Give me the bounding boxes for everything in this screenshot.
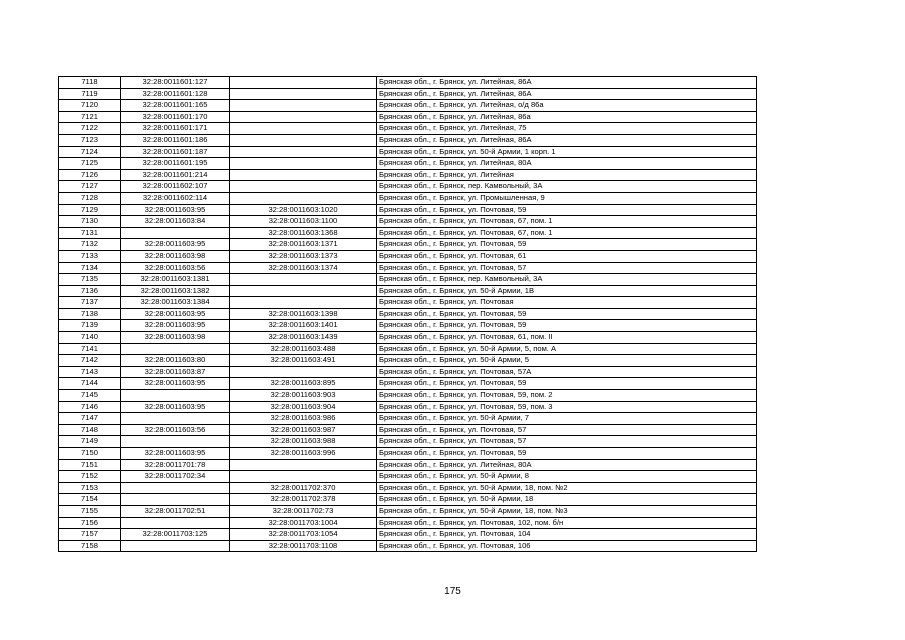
object-cadastral-number-cell: 32:28:0011603:986: [230, 413, 377, 425]
table-row: [59, 88, 757, 100]
row-number-cell: 7147: [59, 413, 121, 425]
table-row: [59, 216, 757, 228]
object-cadastral-number-cell: [230, 366, 377, 378]
address-cell: Брянская обл., г. Брянск, ул. 50-й Армии, 5: [377, 355, 757, 367]
object-cadastral-number-cell: [230, 297, 377, 309]
table-row: [59, 285, 757, 297]
row-number-cell: 7130: [59, 216, 121, 228]
address-cell: Брянская обл., г. Брянск, ул. Почтовая, 61, пом. II: [377, 332, 757, 344]
address-cell: Брянская обл., г. Брянск, ул. Литейная, 80А: [377, 158, 757, 170]
table-row: [59, 494, 757, 506]
address-cell: Брянская обл., г. Брянск, ул. Литейная: [377, 169, 757, 181]
table-row: [59, 169, 757, 181]
object-cadastral-number-cell: 32:28:0011603:987: [230, 424, 377, 436]
object-cadastral-number-cell: [230, 285, 377, 297]
address-cell: Брянская обл., г. Брянск, ул. Почтовая, 57: [377, 262, 757, 274]
table-row: [59, 250, 757, 262]
table-row: [59, 308, 757, 320]
cadastral-number-cell: 32:28:0011703:125: [121, 529, 230, 541]
cadastral-number-cell: 32:28:0011602:107: [121, 181, 230, 193]
address-cell: Брянская обл., г. Брянск, ул. Почтовая, 59: [377, 239, 757, 251]
address-cell: Брянская обл., г. Брянск, ул. Почтовая, 104: [377, 529, 757, 541]
row-number-cell: 7122: [59, 123, 121, 135]
row-number-cell: 7145: [59, 390, 121, 402]
cadastral-number-cell: 32:28:0011603:80: [121, 355, 230, 367]
table-row: [59, 424, 757, 436]
row-number-cell: 7142: [59, 355, 121, 367]
table-row: [59, 413, 757, 425]
table-row: [59, 274, 757, 286]
object-cadastral-number-cell: 32:28:0011603:895: [230, 378, 377, 390]
address-cell: Брянская обл., г. Брянск, ул. Почтовая, 57А: [377, 366, 757, 378]
address-cell: Брянская обл., г. Брянск, ул. Почтовая, 106: [377, 540, 757, 552]
address-cell: Брянская обл., г. Брянск, ул. Литейная, 86а: [377, 111, 757, 123]
address-cell: Брянская обл., г. Брянск, ул. 50-й Армии, 1В: [377, 285, 757, 297]
table-row: [59, 239, 757, 251]
table-row: [59, 482, 757, 494]
table-row: [59, 192, 757, 204]
table-row: [59, 204, 757, 216]
object-cadastral-number-cell: [230, 158, 377, 170]
row-number-cell: 7124: [59, 146, 121, 158]
address-cell: Брянская обл., г. Брянск, ул. Промышленная, 9: [377, 192, 757, 204]
address-cell: Брянская обл., г. Брянск, ул. Почтовая, 57: [377, 436, 757, 448]
object-cadastral-number-cell: [230, 88, 377, 100]
row-number-cell: 7119: [59, 88, 121, 100]
object-cadastral-number-cell: [230, 192, 377, 204]
table-row: [59, 355, 757, 367]
cadastral-number-cell: 32:28:0011603:56: [121, 424, 230, 436]
row-number-cell: 7137: [59, 297, 121, 309]
row-number-cell: 7131: [59, 227, 121, 239]
object-cadastral-number-cell: 32:28:0011603:1374: [230, 262, 377, 274]
cadastral-number-cell: [121, 494, 230, 506]
table-row: [59, 378, 757, 390]
cadastral-number-cell: 32:28:0011601:186: [121, 134, 230, 146]
cadastral-number-cell: 32:28:0011603:1381: [121, 274, 230, 286]
row-number-cell: 7151: [59, 459, 121, 471]
cadastral-number-cell: 32:28:0011702:51: [121, 505, 230, 517]
row-number-cell: 7140: [59, 332, 121, 344]
row-number-cell: 7148: [59, 424, 121, 436]
address-cell: Брянская обл., г. Брянск, ул. 50-й Армии, 7: [377, 413, 757, 425]
address-cell: Брянская обл., г. Брянск, ул. 50-й Армии, 8: [377, 471, 757, 483]
cadastral-number-cell: 32:28:0011603:95: [121, 308, 230, 320]
row-number-cell: 7152: [59, 471, 121, 483]
cadastral-table-body: [59, 77, 757, 552]
table-row: [59, 390, 757, 402]
cadastral-number-cell: 32:28:0011601:214: [121, 169, 230, 181]
table-row: [59, 262, 757, 274]
row-number-cell: 7156: [59, 517, 121, 529]
cadastral-number-cell: 32:28:0011601:165: [121, 100, 230, 112]
address-cell: Брянская обл., г. Брянск, ул. Литейная, 86А: [377, 77, 757, 89]
address-cell: Брянская обл., г. Брянск, ул. Почтовая, 59: [377, 448, 757, 460]
object-cadastral-number-cell: 32:28:0011603:1020: [230, 204, 377, 216]
cadastral-number-cell: 32:28:0011603:84: [121, 216, 230, 228]
address-cell: Брянская обл., г. Брянск, ул. 50-й Армии, 1 корп. 1: [377, 146, 757, 158]
cadastral-number-cell: 32:28:0011603:95: [121, 239, 230, 251]
table-row: [59, 448, 757, 460]
row-number-cell: 7155: [59, 505, 121, 517]
cadastral-number-cell: [121, 540, 230, 552]
cadastral-number-cell: 32:28:0011702:34: [121, 471, 230, 483]
cadastral-number-cell: 32:28:0011603:95: [121, 204, 230, 216]
object-cadastral-number-cell: 32:28:0011603:488: [230, 343, 377, 355]
address-cell: Брянская обл., г. Брянск, ул. Почтовая: [377, 297, 757, 309]
address-cell: Брянская обл., г. Брянск, ул. Литейная, о/д 86а: [377, 100, 757, 112]
table-row: [59, 366, 757, 378]
cadastral-number-cell: [121, 390, 230, 402]
row-number-cell: 7153: [59, 482, 121, 494]
cadastral-number-cell: 32:28:0011603:98: [121, 250, 230, 262]
cadastral-number-cell: 32:28:0011601:187: [121, 146, 230, 158]
object-cadastral-number-cell: 32:28:0011603:1371: [230, 239, 377, 251]
row-number-cell: 7139: [59, 320, 121, 332]
row-number-cell: 7132: [59, 239, 121, 251]
row-number-cell: 7144: [59, 378, 121, 390]
object-cadastral-number-cell: 32:28:0011603:996: [230, 448, 377, 460]
table-row: [59, 332, 757, 344]
table-row: [59, 134, 757, 146]
object-cadastral-number-cell: 32:28:0011703:1054: [230, 529, 377, 541]
object-cadastral-number-cell: [230, 146, 377, 158]
address-cell: Брянская обл., г. Брянск, ул. Литейная, 86А: [377, 88, 757, 100]
table-row: [59, 123, 757, 135]
address-cell: Брянская обл., г. Брянск, ул. 50-й Армии, 5, пом. А: [377, 343, 757, 355]
object-cadastral-number-cell: [230, 100, 377, 112]
address-cell: Брянская обл., г. Брянск, ул. Почтовая, 67, пом. 1: [377, 216, 757, 228]
address-cell: Брянская обл., г. Брянск, ул. Почтовая, 57: [377, 424, 757, 436]
row-number-cell: 7128: [59, 192, 121, 204]
row-number-cell: 7157: [59, 529, 121, 541]
cadastral-number-cell: [121, 482, 230, 494]
row-number-cell: 7138: [59, 308, 121, 320]
object-cadastral-number-cell: 32:28:0011702:370: [230, 482, 377, 494]
object-cadastral-number-cell: 32:28:0011603:1398: [230, 308, 377, 320]
cadastral-number-cell: [121, 343, 230, 355]
cadastral-number-cell: 32:28:0011603:87: [121, 366, 230, 378]
object-cadastral-number-cell: [230, 459, 377, 471]
cadastral-number-cell: 32:28:0011603:1384: [121, 297, 230, 309]
object-cadastral-number-cell: 32:28:0011703:1108: [230, 540, 377, 552]
address-cell: Брянская обл., г. Брянск, ул. Почтовая, 59: [377, 308, 757, 320]
row-number-cell: 7149: [59, 436, 121, 448]
object-cadastral-number-cell: 32:28:0011603:988: [230, 436, 377, 448]
row-number-cell: 7120: [59, 100, 121, 112]
row-number-cell: 7143: [59, 366, 121, 378]
cadastral-number-cell: 32:28:0011603:95: [121, 378, 230, 390]
cadastral-number-cell: 32:28:0011601:170: [121, 111, 230, 123]
address-cell: Брянская обл., г. Брянск, ул. Литейная, 75: [377, 123, 757, 135]
table-row: [59, 540, 757, 552]
row-number-cell: 7126: [59, 169, 121, 181]
address-cell: Брянская обл., г. Брянск, ул. Литейная, 86А: [377, 134, 757, 146]
row-number-cell: 7129: [59, 204, 121, 216]
row-number-cell: 7158: [59, 540, 121, 552]
object-cadastral-number-cell: [230, 181, 377, 193]
object-cadastral-number-cell: [230, 134, 377, 146]
table-row: [59, 158, 757, 170]
table-row: [59, 343, 757, 355]
object-cadastral-number-cell: [230, 274, 377, 286]
cadastral-number-cell: 32:28:0011601:127: [121, 77, 230, 89]
object-cadastral-number-cell: 32:28:0011603:904: [230, 401, 377, 413]
object-cadastral-number-cell: 32:28:0011702:378: [230, 494, 377, 506]
cadastral-number-cell: 32:28:0011603:95: [121, 401, 230, 413]
object-cadastral-number-cell: 32:28:0011603:1439: [230, 332, 377, 344]
cadastral-number-cell: [121, 436, 230, 448]
table-row: [59, 77, 757, 89]
address-cell: Брянская обл., г. Брянск, пер. Камвольный, 3А: [377, 181, 757, 193]
object-cadastral-number-cell: 32:28:0011603:1401: [230, 320, 377, 332]
address-cell: Брянская обл., г. Брянск, ул. Почтовая, 59: [377, 320, 757, 332]
table-row: [59, 146, 757, 158]
row-number-cell: 7133: [59, 250, 121, 262]
address-cell: Брянская обл., г. Брянск, ул. Литейная, 80А: [377, 459, 757, 471]
row-number-cell: 7123: [59, 134, 121, 146]
row-number-cell: 7121: [59, 111, 121, 123]
address-cell: Брянская обл., г. Брянск, ул. 50-й Армии, 18, пом. №3: [377, 505, 757, 517]
object-cadastral-number-cell: 32:28:0011603:491: [230, 355, 377, 367]
object-cadastral-number-cell: 32:28:0011603:903: [230, 390, 377, 402]
table-row: [59, 297, 757, 309]
row-number-cell: 7135: [59, 274, 121, 286]
object-cadastral-number-cell: 32:28:0011603:1373: [230, 250, 377, 262]
object-cadastral-number-cell: 32:28:0011703:1004: [230, 517, 377, 529]
cadastral-number-cell: 32:28:0011701:78: [121, 459, 230, 471]
address-cell: Брянская обл., г. Брянск, ул. Почтовая, 61: [377, 250, 757, 262]
table-row: [59, 320, 757, 332]
row-number-cell: 7136: [59, 285, 121, 297]
object-cadastral-number-cell: 32:28:0011603:1368: [230, 227, 377, 239]
row-number-cell: 7118: [59, 77, 121, 89]
table-row: [59, 100, 757, 112]
object-cadastral-number-cell: 32:28:0011603:1100: [230, 216, 377, 228]
object-cadastral-number-cell: [230, 169, 377, 181]
table-row: [59, 227, 757, 239]
table-row: [59, 111, 757, 123]
cadastral-number-cell: 32:28:0011601:195: [121, 158, 230, 170]
cadastral-number-cell: 32:28:0011603:95: [121, 320, 230, 332]
row-number-cell: 7141: [59, 343, 121, 355]
cadastral-number-cell: 32:28:0011601:128: [121, 88, 230, 100]
address-cell: Брянская обл., г. Брянск, ул. 50-й Армии, 18, пом. №2: [377, 482, 757, 494]
row-number-cell: 7154: [59, 494, 121, 506]
object-cadastral-number-cell: [230, 111, 377, 123]
cadastral-number-cell: 32:28:0011602:114: [121, 192, 230, 204]
table-row: [59, 517, 757, 529]
address-cell: Брянская обл., г. Брянск, ул. Почтовая, 59, пом. 3: [377, 401, 757, 413]
object-cadastral-number-cell: 32:28:0011702:73: [230, 505, 377, 517]
cadastral-number-cell: 32:28:0011603:56: [121, 262, 230, 274]
table-row: [59, 505, 757, 517]
object-cadastral-number-cell: [230, 77, 377, 89]
object-cadastral-number-cell: [230, 123, 377, 135]
cadastral-table: [58, 76, 757, 552]
address-cell: Брянская обл., г. Брянск, ул. Почтовая, 102, пом. б/н: [377, 517, 757, 529]
cadastral-number-cell: 32:28:0011603:98: [121, 332, 230, 344]
table-row: [59, 181, 757, 193]
cadastral-number-cell: 32:28:0011603:1382: [121, 285, 230, 297]
table-row: [59, 459, 757, 471]
cadastral-number-cell: 32:28:0011601:171: [121, 123, 230, 135]
cadastral-number-cell: [121, 517, 230, 529]
table-row: [59, 471, 757, 483]
address-cell: Брянская обл., г. Брянск, ул. Почтовая, 59: [377, 378, 757, 390]
address-cell: Брянская обл., г. Брянск, ул. Почтовая, 59: [377, 204, 757, 216]
row-number-cell: 7125: [59, 158, 121, 170]
table-row: [59, 529, 757, 541]
row-number-cell: 7150: [59, 448, 121, 460]
address-cell: Брянская обл., г. Брянск, ул. 50-й Армии, 18: [377, 494, 757, 506]
object-cadastral-number-cell: [230, 471, 377, 483]
table-row: [59, 436, 757, 448]
cadastral-number-cell: 32:28:0011603:95: [121, 448, 230, 460]
row-number-cell: 7134: [59, 262, 121, 274]
row-number-cell: 7146: [59, 401, 121, 413]
row-number-cell: 7127: [59, 181, 121, 193]
address-cell: Брянская обл., г. Брянск, пер. Камвольный, 3А: [377, 274, 757, 286]
page-number: 175: [444, 586, 461, 597]
cadastral-number-cell: [121, 227, 230, 239]
address-cell: Брянская обл., г. Брянск, ул. Почтовая, 67, пом. 1: [377, 227, 757, 239]
cadastral-number-cell: [121, 413, 230, 425]
table-row: [59, 401, 757, 413]
address-cell: Брянская обл., г. Брянск, ул. Почтовая, 59, пом. 2: [377, 390, 757, 402]
